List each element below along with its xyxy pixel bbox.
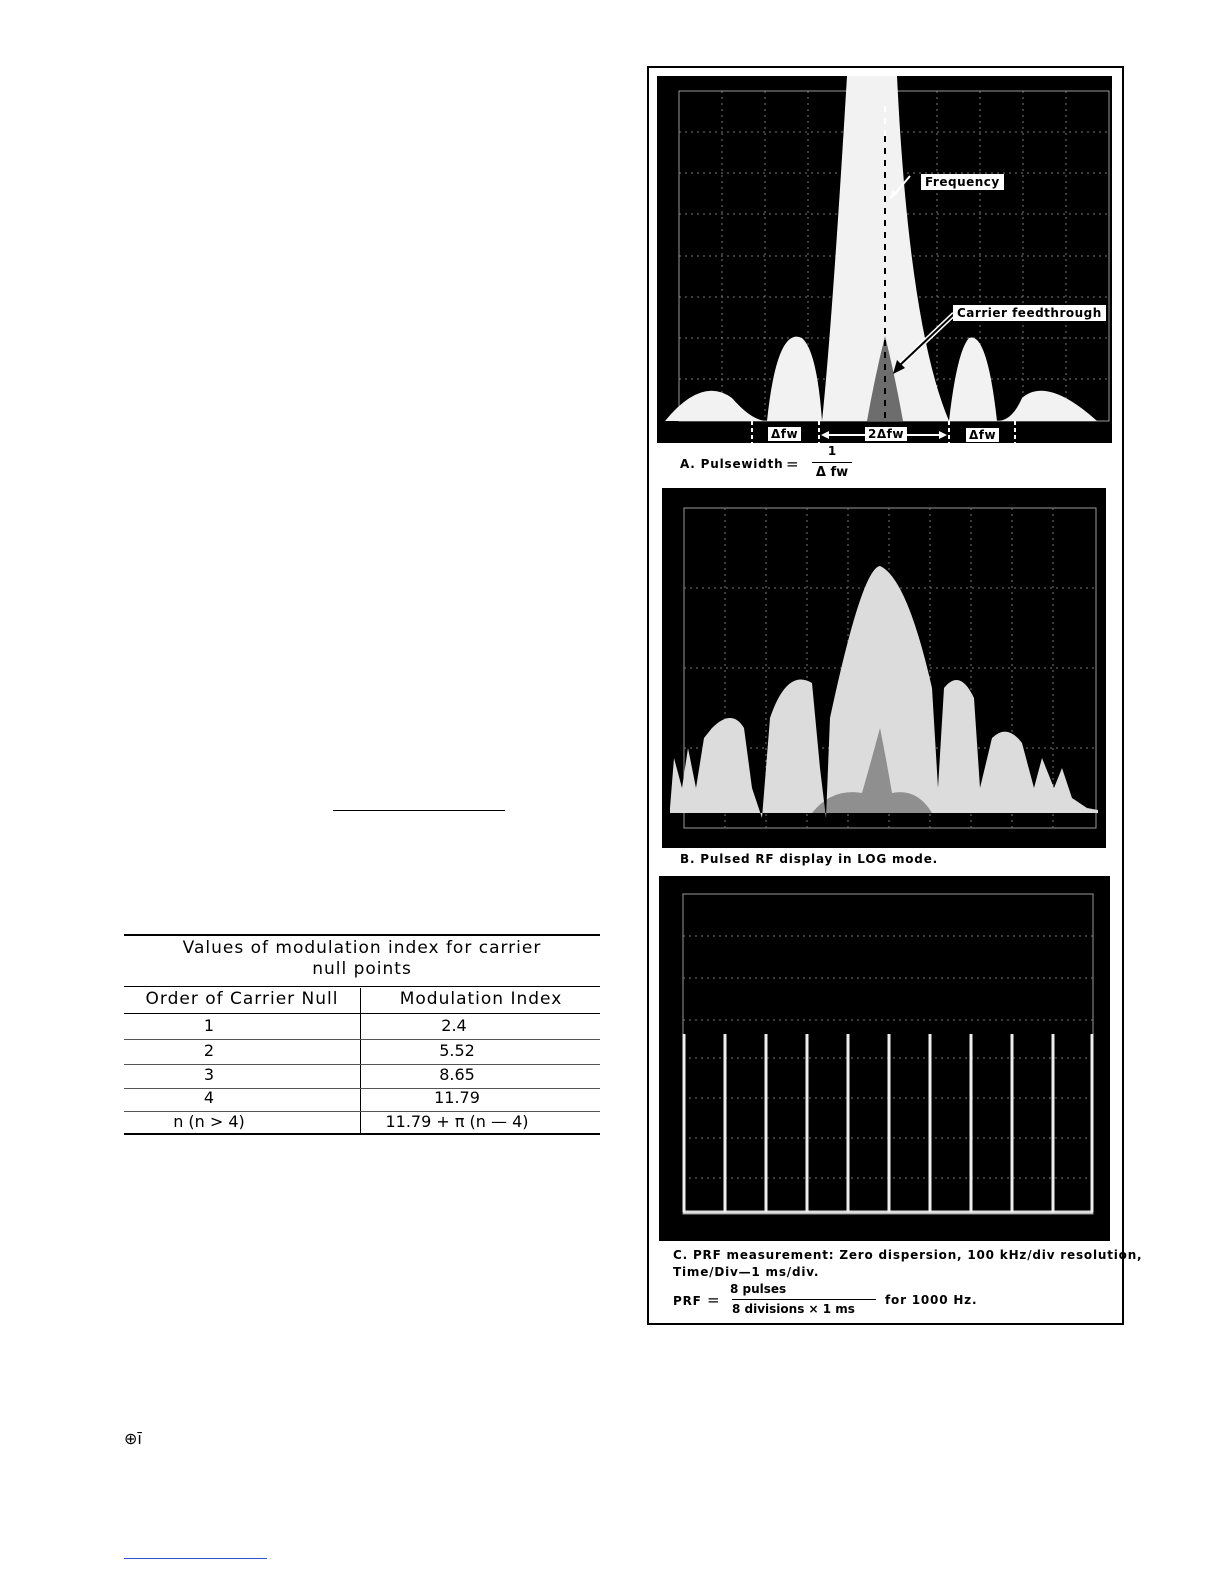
caption-a-fraction-bar xyxy=(812,462,852,463)
caption-c-line2: Time/Div—1 ms/div. xyxy=(673,1265,820,1279)
prf-numerator: 8 pulses xyxy=(730,1282,787,1296)
dfw-left-label: Δfw xyxy=(768,427,801,441)
caption-c-line1: C. PRF measurement: Zero dispersion, 100 kHz/div resolution, xyxy=(673,1248,1143,1262)
dfw-center-label: 2Δfw xyxy=(865,427,907,441)
separator-rule xyxy=(333,810,505,811)
caption-a-equals: = xyxy=(786,455,800,473)
table-cell-order: 3 xyxy=(203,1065,215,1084)
carrier-feedthrough-label: Carrier feedthrough xyxy=(953,305,1106,321)
column-header-index: Modulation Index xyxy=(399,989,563,1009)
footer-mark: ⊕ī xyxy=(124,1429,142,1448)
panel-a-spectrum-screen xyxy=(657,76,1112,443)
table-cell-order: 2 xyxy=(203,1041,215,1060)
table-cell-order: 1 xyxy=(203,1016,215,1035)
table-cell-index: 2.4 xyxy=(441,1016,467,1035)
table-header-bottom-rule xyxy=(124,1013,600,1014)
caption-b: B. Pulsed RF display in LOG mode. xyxy=(680,852,938,866)
prf-suffix: for 1000 Hz. xyxy=(885,1293,978,1307)
prf-fraction-bar xyxy=(732,1299,876,1300)
table-title-line1: Values of modulation index for carrier xyxy=(182,938,542,958)
footer-link-rule[interactable] xyxy=(124,1558,267,1559)
frequency-label: Frequency xyxy=(921,174,1004,190)
table-cell-index: 11.79 xyxy=(434,1088,480,1107)
table-top-rule xyxy=(124,934,600,936)
table-cell-index: 5.52 xyxy=(439,1041,475,1060)
table-bottom-rule xyxy=(124,1133,600,1135)
prf-equals: = xyxy=(707,1291,721,1309)
column-header-order: Order of Carrier Null xyxy=(145,989,339,1009)
table-cell-order: n (n > 4) xyxy=(173,1112,245,1131)
caption-a-denominator: Δ fw xyxy=(815,465,849,480)
prf-label: PRF xyxy=(673,1294,702,1308)
table-title-line2: null points xyxy=(312,959,412,979)
table-cell-index: 11.79 + π (n — 4) xyxy=(385,1112,529,1131)
panel-b-log-screen xyxy=(662,488,1106,848)
table-header-rule xyxy=(124,986,600,987)
prf-denominator: 8 divisions × 1 ms xyxy=(732,1302,855,1316)
table-cell-order: 4 xyxy=(203,1088,215,1107)
caption-a-prefix: A. Pulsewidth xyxy=(680,457,784,471)
panel-c-prf-screen xyxy=(659,876,1110,1241)
dfw-right-label: Δfw xyxy=(966,428,999,442)
table-cell-index: 8.65 xyxy=(439,1065,475,1084)
caption-a-numerator: 1 xyxy=(827,444,837,458)
